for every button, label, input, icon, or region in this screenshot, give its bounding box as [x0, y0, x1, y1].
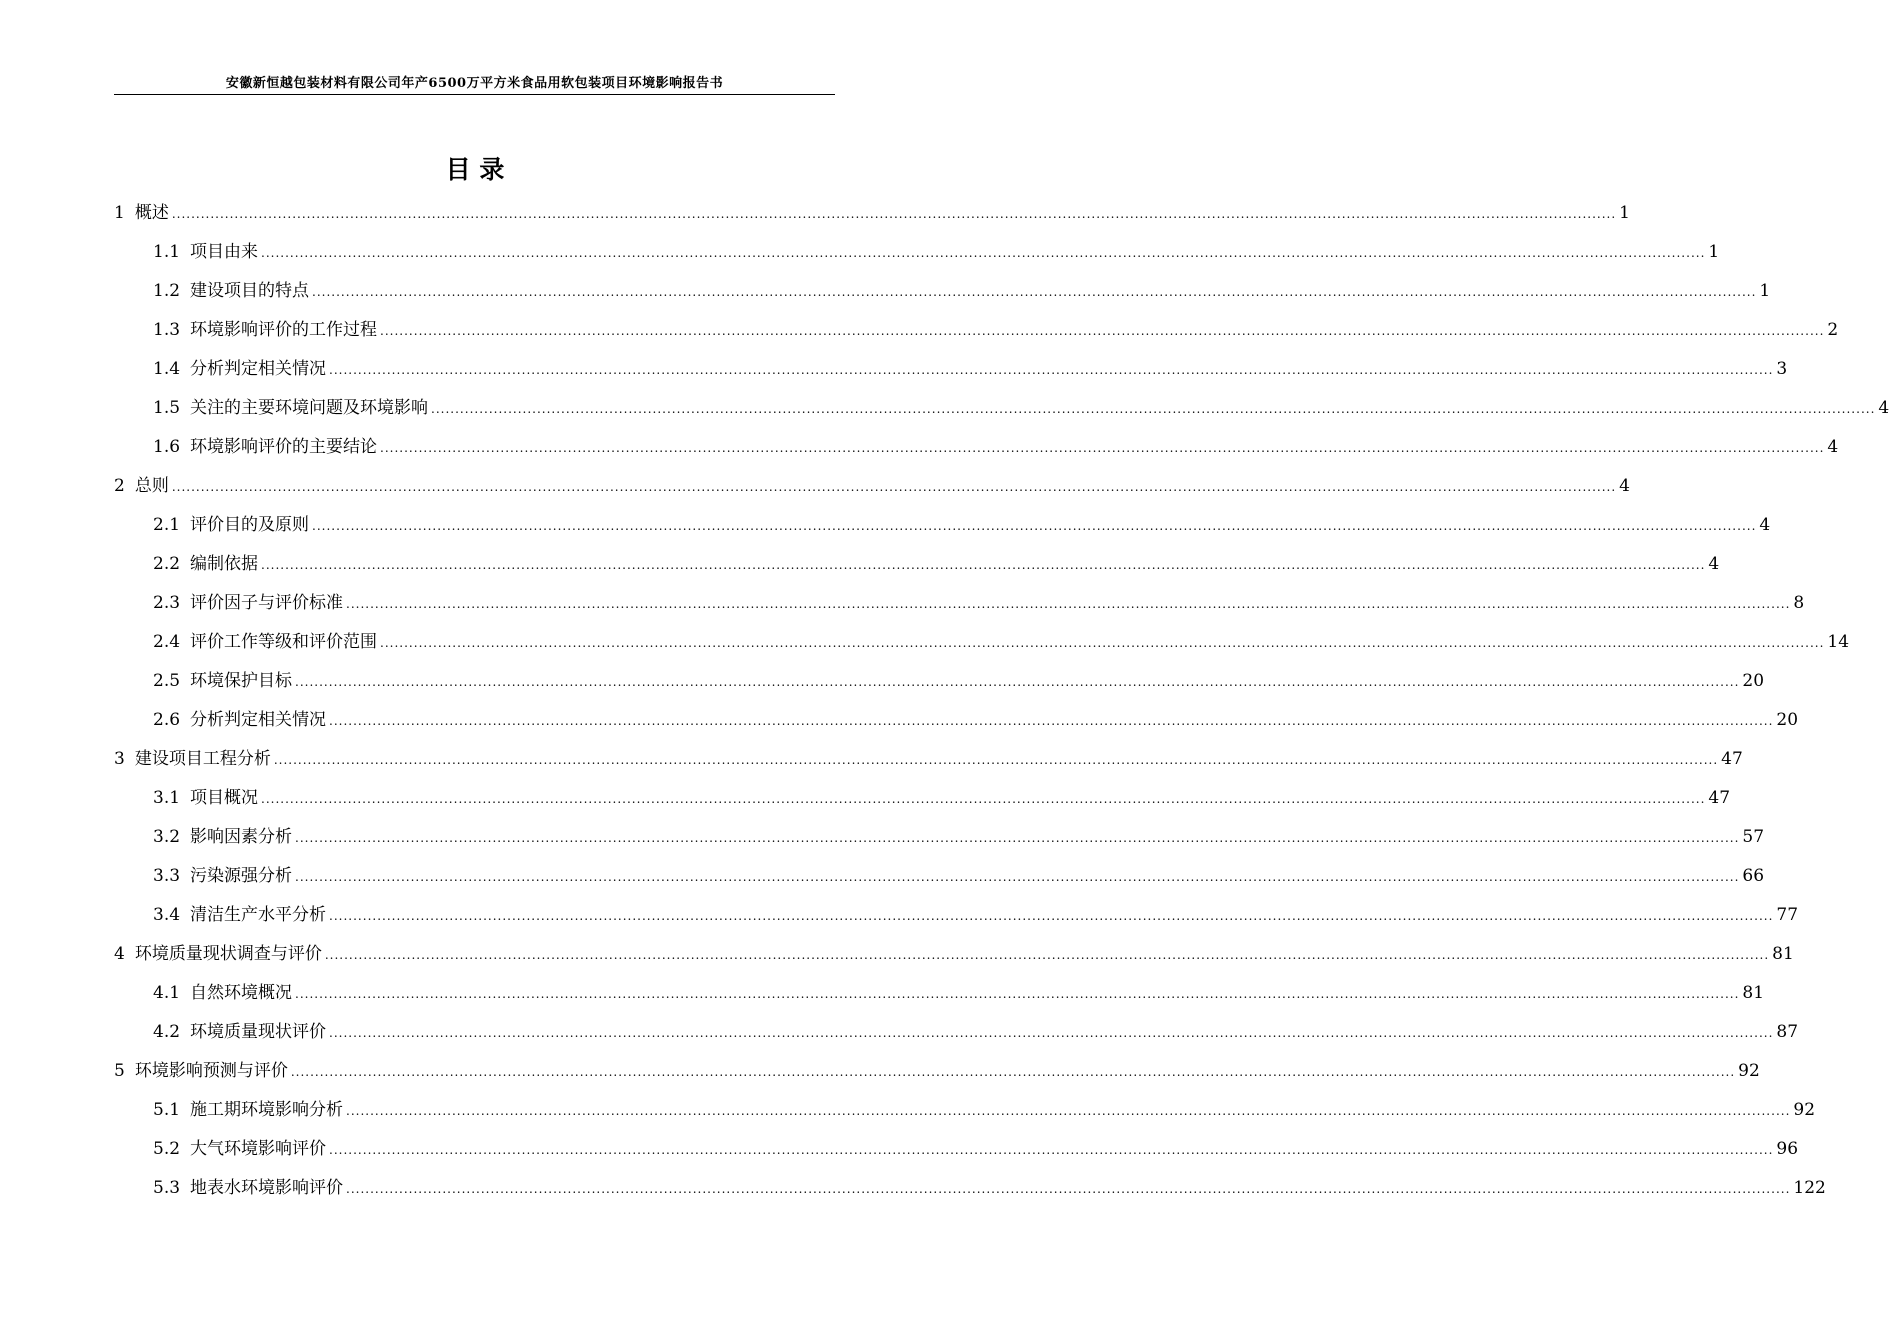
toc-entry-number: 1.2 [153, 281, 181, 301]
toc-entry[interactable] [114, 863, 1765, 902]
toc-entry-number: 3 [114, 749, 125, 769]
toc-entry-number: 1.6 [153, 437, 181, 457]
header-rule [114, 94, 835, 95]
toc-leader-dots: ............................................................................................................................................................................................................................................................................................................ [295, 831, 1740, 845]
toc-entry-title: 环境质量现状调查与评价 [134, 944, 322, 964]
toc-entry[interactable] [114, 473, 1630, 512]
toc-entry-page: 96 [1776, 1139, 1799, 1159]
toc-entry[interactable] [114, 785, 1731, 824]
toc-entry-page: 14 [1827, 632, 1850, 652]
toc-entry-number: 1.4 [153, 359, 181, 379]
toc-entry-label [153, 629, 377, 656]
toc-entry[interactable] [114, 629, 1850, 668]
toc-leader-dots: ............................................................................................................................................................................................................................................................................................................ [329, 363, 1774, 377]
toc-entry[interactable] [114, 707, 1799, 746]
toc-entry-label [114, 941, 322, 968]
toc-entry-number: 2.6 [153, 710, 181, 730]
toc-entry-title: 概述 [134, 203, 169, 223]
toc-entry-title: 污染源强分析 [190, 866, 293, 886]
toc-entry-label [153, 356, 326, 383]
toc-leader-dots: ............................................................................................................................................................................................................................................................................................................ [346, 597, 1791, 611]
toc-entry-page: 8 [1793, 593, 1805, 613]
toc-entry-number: 1.1 [153, 242, 181, 262]
toc-entry-page: 47 [1721, 749, 1743, 769]
toc-entry-label [114, 746, 271, 773]
page-header: 安徽新恒越包装材料有限公司年产6500万平方米食品用软包装项目环境影响报告书 [225, 76, 724, 91]
toc-entry-label [153, 785, 258, 812]
toc-entry-title: 编制依据 [190, 554, 259, 574]
toc-entry-page: 77 [1776, 905, 1799, 925]
toc-entry-title: 项目概况 [190, 788, 259, 808]
toc-entry[interactable] [114, 278, 1771, 317]
toc-leader-dots: ............................................................................................................................................................................................................................................................................................................ [380, 441, 1825, 455]
toc-entry-number: 4.2 [153, 1022, 181, 1042]
toc-leader-dots: ............................................................................................................................................................................................................................................................................................................ [171, 207, 1617, 221]
toc-entry-label [153, 902, 326, 929]
toc-entry[interactable] [114, 395, 1889, 434]
toc-entry-number: 2.1 [153, 515, 181, 535]
toc-leader-dots: ............................................................................................................................................................................................................................................................................................................ [290, 1065, 1736, 1079]
toc-entry[interactable] [114, 239, 1720, 278]
toc-entry-title: 评价目的及原则 [190, 515, 310, 535]
toc-entry-page: 4 [1619, 476, 1630, 496]
toc-entry-page: 4 [1708, 554, 1720, 574]
toc-entry-title: 环境影响评价的主要结论 [190, 437, 378, 457]
toc-entry-title: 建设项目的特点 [190, 281, 310, 301]
toc-leader-dots: ............................................................................................................................................................................................................................................................................................................ [295, 987, 1740, 1001]
toc-entry-number: 2.3 [153, 593, 181, 613]
toc-leader-dots: ............................................................................................................................................................................................................................................................................................................ [312, 519, 1757, 533]
toc-leader-dots: ............................................................................................................................................................................................................................................................................................................ [329, 1026, 1774, 1040]
toc-entry-title: 环境影响预测与评价 [134, 1061, 288, 1081]
toc-entry-number: 1.5 [153, 398, 181, 418]
toc-entry-label [153, 1175, 343, 1202]
toc-leader-dots: ............................................................................................................................................................................................................................................................................................................ [171, 480, 1617, 494]
toc-entry-title: 评价因子与评价标准 [190, 593, 344, 613]
toc-entry-title: 评价工作等级和评价范围 [190, 632, 378, 652]
toc-entry[interactable] [114, 317, 1839, 356]
toc-entry-number: 2.4 [153, 632, 181, 652]
toc-entry[interactable] [114, 551, 1720, 590]
toc-leader-dots: ............................................................................................................................................................................................................................................................................................................ [261, 558, 1706, 572]
toc-entry-title: 关注的主要环境问题及环境影响 [190, 398, 429, 418]
toc-entry-number: 5 [114, 1061, 125, 1081]
toc-entry-number: 5.3 [153, 1178, 181, 1198]
toc-entry-page: 3 [1776, 359, 1788, 379]
toc-entry-number: 5.1 [153, 1100, 181, 1120]
toc-entry-page: 92 [1738, 1061, 1760, 1081]
toc-entry-number: 4 [114, 944, 125, 964]
toc-entry-number: 2 [114, 476, 125, 496]
toc-leader-dots: ............................................................................................................................................................................................................................................................................................................ [273, 753, 1719, 767]
toc-leader-dots: ............................................................................................................................................................................................................................................................................................................ [329, 714, 1774, 728]
toc-entry-page: 20 [1776, 710, 1799, 730]
toc-entry-page: 66 [1742, 866, 1765, 886]
toc-entry-label [153, 512, 309, 539]
toc-entry-title: 分析判定相关情况 [190, 359, 327, 379]
toc-entry-page: 57 [1742, 827, 1765, 847]
toc-entry[interactable] [114, 668, 1765, 707]
toc-entry[interactable] [114, 980, 1765, 1019]
toc-entry-title: 总则 [134, 476, 169, 496]
toc-entry-label [153, 551, 258, 578]
toc-entry-page: 1 [1619, 203, 1630, 223]
table-of-contents [114, 200, 1889, 1214]
toc-entry-label [153, 239, 258, 266]
toc-entry-label [153, 1097, 343, 1124]
toc-entry-title: 施工期环境影响分析 [190, 1100, 344, 1120]
toc-entry-label [153, 707, 326, 734]
toc-entry-number: 3.1 [153, 788, 181, 808]
toc-leader-dots: ............................................................................................................................................................................................................................................................................................................ [346, 1182, 1791, 1196]
toc-leader-dots: ............................................................................................................................................................................................................................................................................................................ [295, 675, 1740, 689]
toc-leader-dots: ............................................................................................................................................................................................................................................................................................................ [380, 636, 1825, 650]
toc-entry[interactable] [114, 1058, 1760, 1097]
toc-entry-page: 20 [1742, 671, 1765, 691]
toc-leader-dots: ............................................................................................................................................................................................................................................................................................................ [346, 1104, 1791, 1118]
toc-entry[interactable] [114, 1019, 1799, 1058]
toc-entry-label [153, 434, 377, 461]
toc-entry-title: 清洁生产水平分析 [190, 905, 327, 925]
toc-entry-title: 环境影响评价的工作过程 [190, 320, 378, 340]
toc-entry-label [153, 395, 428, 422]
toc-leader-dots: ............................................................................................................................................................................................................................................................................................................ [261, 246, 1706, 260]
toc-entry-page: 87 [1776, 1022, 1799, 1042]
toc-entry-number: 1 [114, 203, 125, 223]
toc-entry-page: 81 [1742, 983, 1765, 1003]
toc-entry[interactable] [114, 1175, 1826, 1214]
toc-entry-number: 1.3 [153, 320, 181, 340]
toc-entry-label [153, 668, 292, 695]
toc-entry[interactable] [114, 746, 1743, 785]
toc-leader-dots: ............................................................................................................................................................................................................................................................................................................ [329, 1143, 1774, 1157]
toc-entry-title: 项目由来 [190, 242, 259, 262]
toc-entry-label [153, 863, 292, 890]
toc-entry[interactable] [114, 512, 1771, 551]
toc-entry-label [153, 278, 309, 305]
toc-entry-label [153, 980, 292, 1007]
toc-leader-dots: ............................................................................................................................................................................................................................................................................................................ [329, 909, 1774, 923]
toc-entry-title: 大气环境影响评价 [190, 1139, 327, 1159]
toc-entry-page: 92 [1793, 1100, 1816, 1120]
toc-entry-page: 4 [1878, 398, 1889, 418]
toc-entry-title: 环境质量现状评价 [190, 1022, 327, 1042]
toc-entry-label [153, 824, 292, 851]
toc-entry-number: 2.2 [153, 554, 181, 574]
toc-entry-title: 建设项目工程分析 [134, 749, 271, 769]
toc-leader-dots: ............................................................................................................................................................................................................................................................................................................ [261, 792, 1706, 806]
toc-entry[interactable] [114, 200, 1630, 239]
toc-entry[interactable] [114, 824, 1765, 863]
toc-entry-label [114, 1058, 288, 1085]
toc-entry-label [153, 1136, 326, 1163]
toc-entry-label [153, 1019, 326, 1046]
toc-entry-page: 2 [1827, 320, 1839, 340]
toc-entry-page: 122 [1793, 1178, 1826, 1198]
toc-entry[interactable] [114, 356, 1788, 395]
toc-entry-title: 自然环境概况 [190, 983, 293, 1003]
toc-entry-number: 3.4 [153, 905, 181, 925]
toc-entry-page: 1 [1708, 242, 1720, 262]
toc-entry[interactable] [114, 1136, 1799, 1175]
toc-entry-title: 环境保护目标 [190, 671, 293, 691]
toc-entry[interactable] [114, 434, 1839, 473]
toc-leader-dots: ............................................................................................................................................................................................................................................................................................................ [324, 948, 1770, 962]
toc-entry-page: 81 [1772, 944, 1794, 964]
toc-entry[interactable] [114, 590, 1805, 629]
toc-leader-dots: ............................................................................................................................................................................................................................................................................................................ [312, 285, 1757, 299]
toc-entry-page: 1 [1759, 281, 1771, 301]
toc-entry-label [153, 317, 377, 344]
toc-entry-page: 4 [1827, 437, 1839, 457]
toc-entry[interactable] [114, 902, 1799, 941]
toc-entry-number: 2.5 [153, 671, 181, 691]
toc-entry-number: 3.3 [153, 866, 181, 886]
toc-entry-page: 47 [1708, 788, 1731, 808]
toc-leader-dots: ............................................................................................................................................................................................................................................................................................................ [380, 324, 1825, 338]
toc-entry-page: 4 [1759, 515, 1771, 535]
toc-entry-number: 4.1 [153, 983, 181, 1003]
toc-leader-dots: ............................................................................................................................................................................................................................................................................................................ [431, 402, 1876, 416]
toc-entry-label [114, 200, 169, 227]
toc-entry[interactable] [114, 1097, 1816, 1136]
toc-entry-title: 分析判定相关情况 [190, 710, 327, 730]
toc-entry-label [153, 590, 343, 617]
toc-entry-number: 3.2 [153, 827, 181, 847]
toc-entry-number: 5.2 [153, 1139, 181, 1159]
toc-entry-label [114, 473, 169, 500]
toc-entry[interactable] [114, 941, 1794, 980]
toc-title: 目 录 [445, 155, 505, 184]
toc-entry-title: 地表水环境影响评价 [190, 1178, 344, 1198]
toc-entry-title: 影响因素分析 [190, 827, 293, 847]
toc-leader-dots: ............................................................................................................................................................................................................................................................................................................ [295, 870, 1740, 884]
